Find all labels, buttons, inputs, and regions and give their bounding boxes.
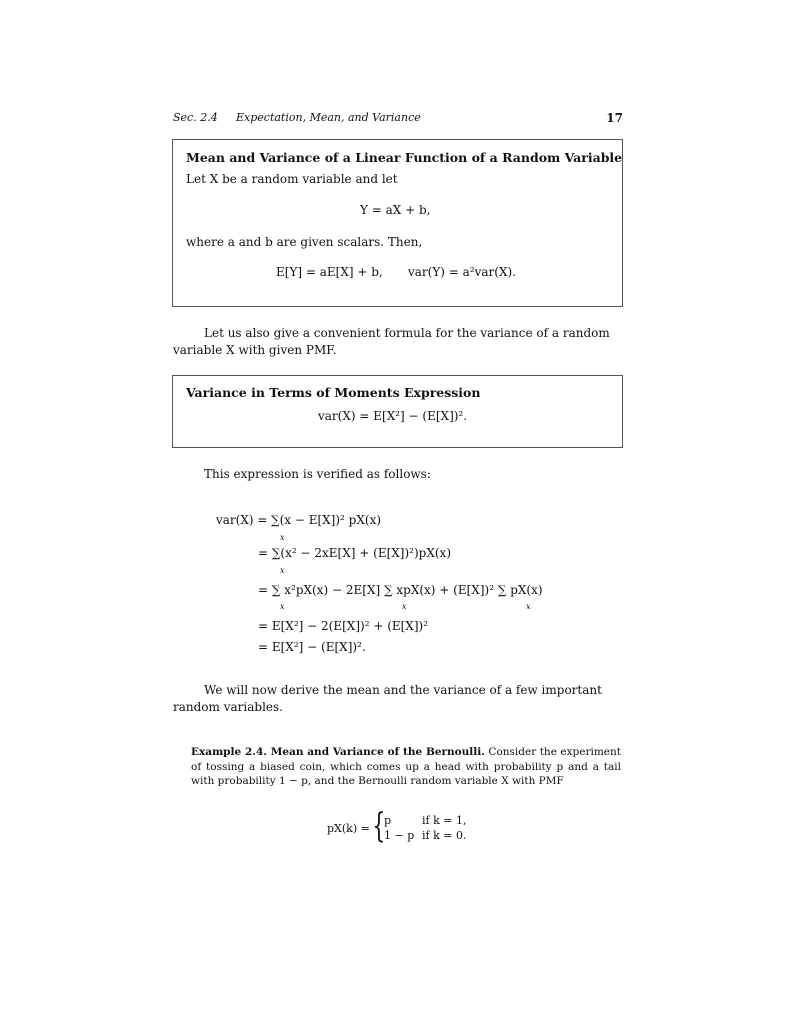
sum-index-4: x: [402, 602, 407, 611]
paragraph-verification: [173, 466, 623, 483]
box1-line2: where a and b are given scalars. Then,: [186, 235, 423, 249]
running-header: [173, 111, 623, 127]
box1-result-mean: E[Y] = aE[X] + b,: [276, 265, 383, 279]
example-label: Example 2.4. Mean and Variance of the Bernoulli.: [191, 746, 485, 758]
box1-line1: Let X be a random variable and let: [186, 172, 398, 186]
pmf-case2-condition: if k = 0.: [422, 829, 467, 842]
paragraph-variance-intro-text: Let us also give a convenient formula for the variance of a random variable X with given PMF.: [173, 326, 610, 357]
box2-equation: var(X) = E[X²] − (E[X])².: [318, 409, 468, 423]
derivation-line1: ∑(x − E[X])² pX(x): [271, 513, 382, 527]
paragraph-variance-intro: [173, 325, 623, 359]
pmf-case2-value: 1 − p: [384, 829, 415, 842]
box2-title: Variance in Terms of Moments Expression: [186, 385, 481, 400]
paragraph-random-variables-text: We will now derive the mean and the variance of a few important random variables.: [173, 683, 602, 714]
sum-index-2: x: [280, 566, 285, 575]
derivation-line4: = E[X²] − 2(E[X])² + (E[X])²: [258, 619, 429, 633]
derivation-line5: = E[X²] − (E[X])².: [258, 640, 366, 654]
section-title: Expectation, Mean, and Variance: [236, 111, 421, 124]
example-text: Consider the experiment of tossing a biased coin, which comes up a head with probability p and a tail with probability 1 − p, and the Bernoulli random variable X with PMF: [191, 746, 621, 787]
box1-title: Mean and Variance of a Linear Function of a Random Variable: [186, 150, 623, 165]
box1-equation: Y = aX + b,: [360, 203, 431, 217]
paragraph-verification-text: This expression is verified as follows:: [204, 467, 431, 481]
sum-index-5: x: [526, 602, 531, 611]
example-2-4: [191, 745, 621, 789]
sum-index-1: x: [280, 533, 285, 542]
sum-index-3: x: [280, 602, 285, 611]
paragraph-random-variables: [173, 682, 623, 716]
section-number: Sec. 2.4: [173, 111, 218, 124]
derivation-line3: = ∑ x²pX(x) − 2E[X] ∑ xpX(x) + (E[X])² ∑ pX(x): [258, 583, 543, 597]
derivation-lhs: var(X) =: [216, 513, 268, 527]
cases-brace: {: [372, 806, 386, 846]
pmf-case1-condition: if k = 1,: [422, 814, 467, 827]
derivation-line2: = ∑(x² − 2xE[X] + (E[X])²)pX(x): [258, 546, 452, 560]
pmf-case1-value: p: [384, 814, 392, 827]
page-number: 17: [606, 111, 623, 125]
box1-result-var: var(Y) = a²var(X).: [408, 265, 516, 279]
pmf-lhs: pX(k) =: [327, 822, 370, 835]
